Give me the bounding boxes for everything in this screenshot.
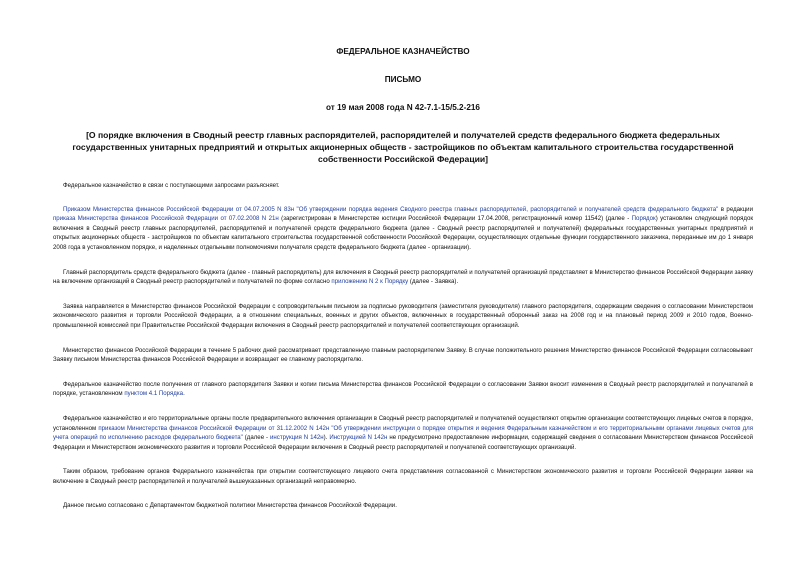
paragraph-text: (далее - Заявка).	[408, 278, 459, 286]
link-point-4-1[interactable]: пунктом 4.1 Порядка	[124, 390, 184, 398]
paragraph-text: не предусмотрено предоставление информации, содержащей сведения о согласовании Министерством финансов Российской Федерации и Министерством экономического развития и торговли Российской Федерации включения в Сводный реестр распорядителей и получателей соответствующих организаций.	[53, 434, 754, 451]
paragraph-text: Федеральное казначейство после получения от главного распорядителя Заявки и копии письма Министерства финансов Российской Федерации о согласовании Заявки вносит изменения в Сводный реестр распорядителей и получателей в порядке, установленном	[53, 380, 753, 398]
paragraph-accounts	[53, 414, 753, 452]
paragraph-conclusion: Таким образом, требование органов Федерального казначейства при открытии соответствующего лицевого счета представления согласованной с Министерством экономического развития и торговли Российской Федерации заявки на включение в Сводный реестр распорядителей и получателей вышеуказанных организаций неправомерно.	[53, 468, 753, 485]
paragraph-text: в редакции	[718, 205, 753, 213]
link-instruction-142n[interactable]: инструкция N 142н	[270, 434, 324, 442]
paragraph-text: ) установлен следующий порядок включения в Сводный реестр главных распорядителей, распорядителей и получателей средств федерального бюджета (далее - Сводный реестр распорядителей и получателей) федеральных государственных унитарных предприятий и открытых акционерных обществ - застройщиков по объектам капитального строительства государственной собственности Российской Федерации, осуществляющих отдельные функции государственного заказчика, переданные им до 1 января 2008 года в установленном порядке, и наделенных отдельными полномочиями получателя средств федерального бюджета (далее - организации).	[53, 215, 753, 251]
document-type-heading: ПИСЬМО	[384, 75, 422, 84]
link-order-83n[interactable]: Приказом Министерства финансов Российской Федерации от 04.07.2005 N 83н "Об утверждении порядка ведения Сводного реестра главных распорядителей, распорядителей и получателей средств федерального бюджета"	[63, 205, 719, 213]
paragraph-text: Федеральное казначейство и его территориальные органы после предварительного включения организации в Сводный реестр распорядителей и получателей осуществляют открытие организации соответствующих лицевых счетов в порядке, установленном	[53, 414, 753, 432]
link-appendix-2[interactable]: приложению N 2 к Порядку	[331, 278, 409, 286]
paragraph-submission: Заявка направляется в Министерство финансов Российской Федерации с сопроводительным письмом за подписью руководителя (заместителя руководителя) главного распорядителя, содержащим сведения о согласовании Министерством экономического развития и торговли Российской Федерации, а в отношении специальных, военных и других объектов, включенных в государственный оборонный заказ на 2008 год и на плановый период 2009 и 2010 годов, Военно-промышленной комиссией при Правительстве Российской Федерации включения в Сводный реестр распорядителей и получателей соответствующих организаций.	[53, 302, 753, 329]
link-order-142n[interactable]: приказом Министерства финансов Российской Федерации от 31.12.2002 N 142н "Об утверждении инструкции о порядке открытия и ведения Федеральным казначейством и его территориальными органами лицевых счетов для учета операций по исполнению расходов федерального бюджета"	[53, 424, 754, 442]
paragraph-order-83n	[53, 205, 753, 253]
paragraph-text: (зарегистрирован в Министерстве юстиции Российской Федерации 17.04.2008, регистрационный номер 11542) (далее -	[278, 215, 632, 223]
document-date-number: от 19 мая 2008 года N 42-7.1-15/5.2-216	[325, 103, 480, 112]
link-instruction-142n-ref[interactable]: Инструкцией N 142н	[329, 434, 388, 442]
paragraph-agreement: Данное письмо согласовано с Департаментом бюджетной политики Министерства финансов Российской Федерации.	[63, 502, 397, 510]
paragraph-text: (далее -	[242, 434, 270, 442]
paragraph-review: Министерство финансов Российской Федерации в течение 5 рабочих дней рассматривает представленную главным распорядителем Заявку. В случае положительного решения Министерство финансов Российской Федерации согласовывает Заявку письмом Министерства финансов Российской Федерации и возвращает ее главному распорядителю.	[53, 346, 753, 364]
link-poryadok[interactable]: Порядок	[631, 215, 656, 223]
paragraph-registry-changes	[53, 380, 753, 399]
paragraph-text: .	[183, 390, 185, 398]
paragraph-application	[53, 268, 753, 287]
paragraph-text: ).	[323, 434, 330, 442]
link-order-21n[interactable]: приказа Министерства финансов Российской Федерации от 07.02.2008 N 21н	[53, 215, 279, 223]
paragraph-text: Главный распорядитель средств федерального бюджета (далее - главный распорядитель) для включения в Сводный реестр распорядителей и получателей организаций представляет в Министерство финансов Российской Федерации заявку на включение организаций в Сводный реестр распорядителей и получателей по форме согласно	[53, 268, 753, 286]
paragraph-intro: Федеральное казначейство в связи с поступающими запросами разъясняет.	[63, 182, 280, 189]
issuer-heading: ФЕДЕРАЛЬНОЕ КАЗНАЧЕЙСТВО	[336, 47, 470, 56]
document-title: [О порядке включения в Сводный реестр главных распорядителей, распорядителей и получателей средств федерального бюджета федеральных государственных унитарных предприятий и открытых акционерных обществ - застройщиков по объектам капитального строительства государственной собственности Российской Федерации]	[72, 130, 734, 164]
